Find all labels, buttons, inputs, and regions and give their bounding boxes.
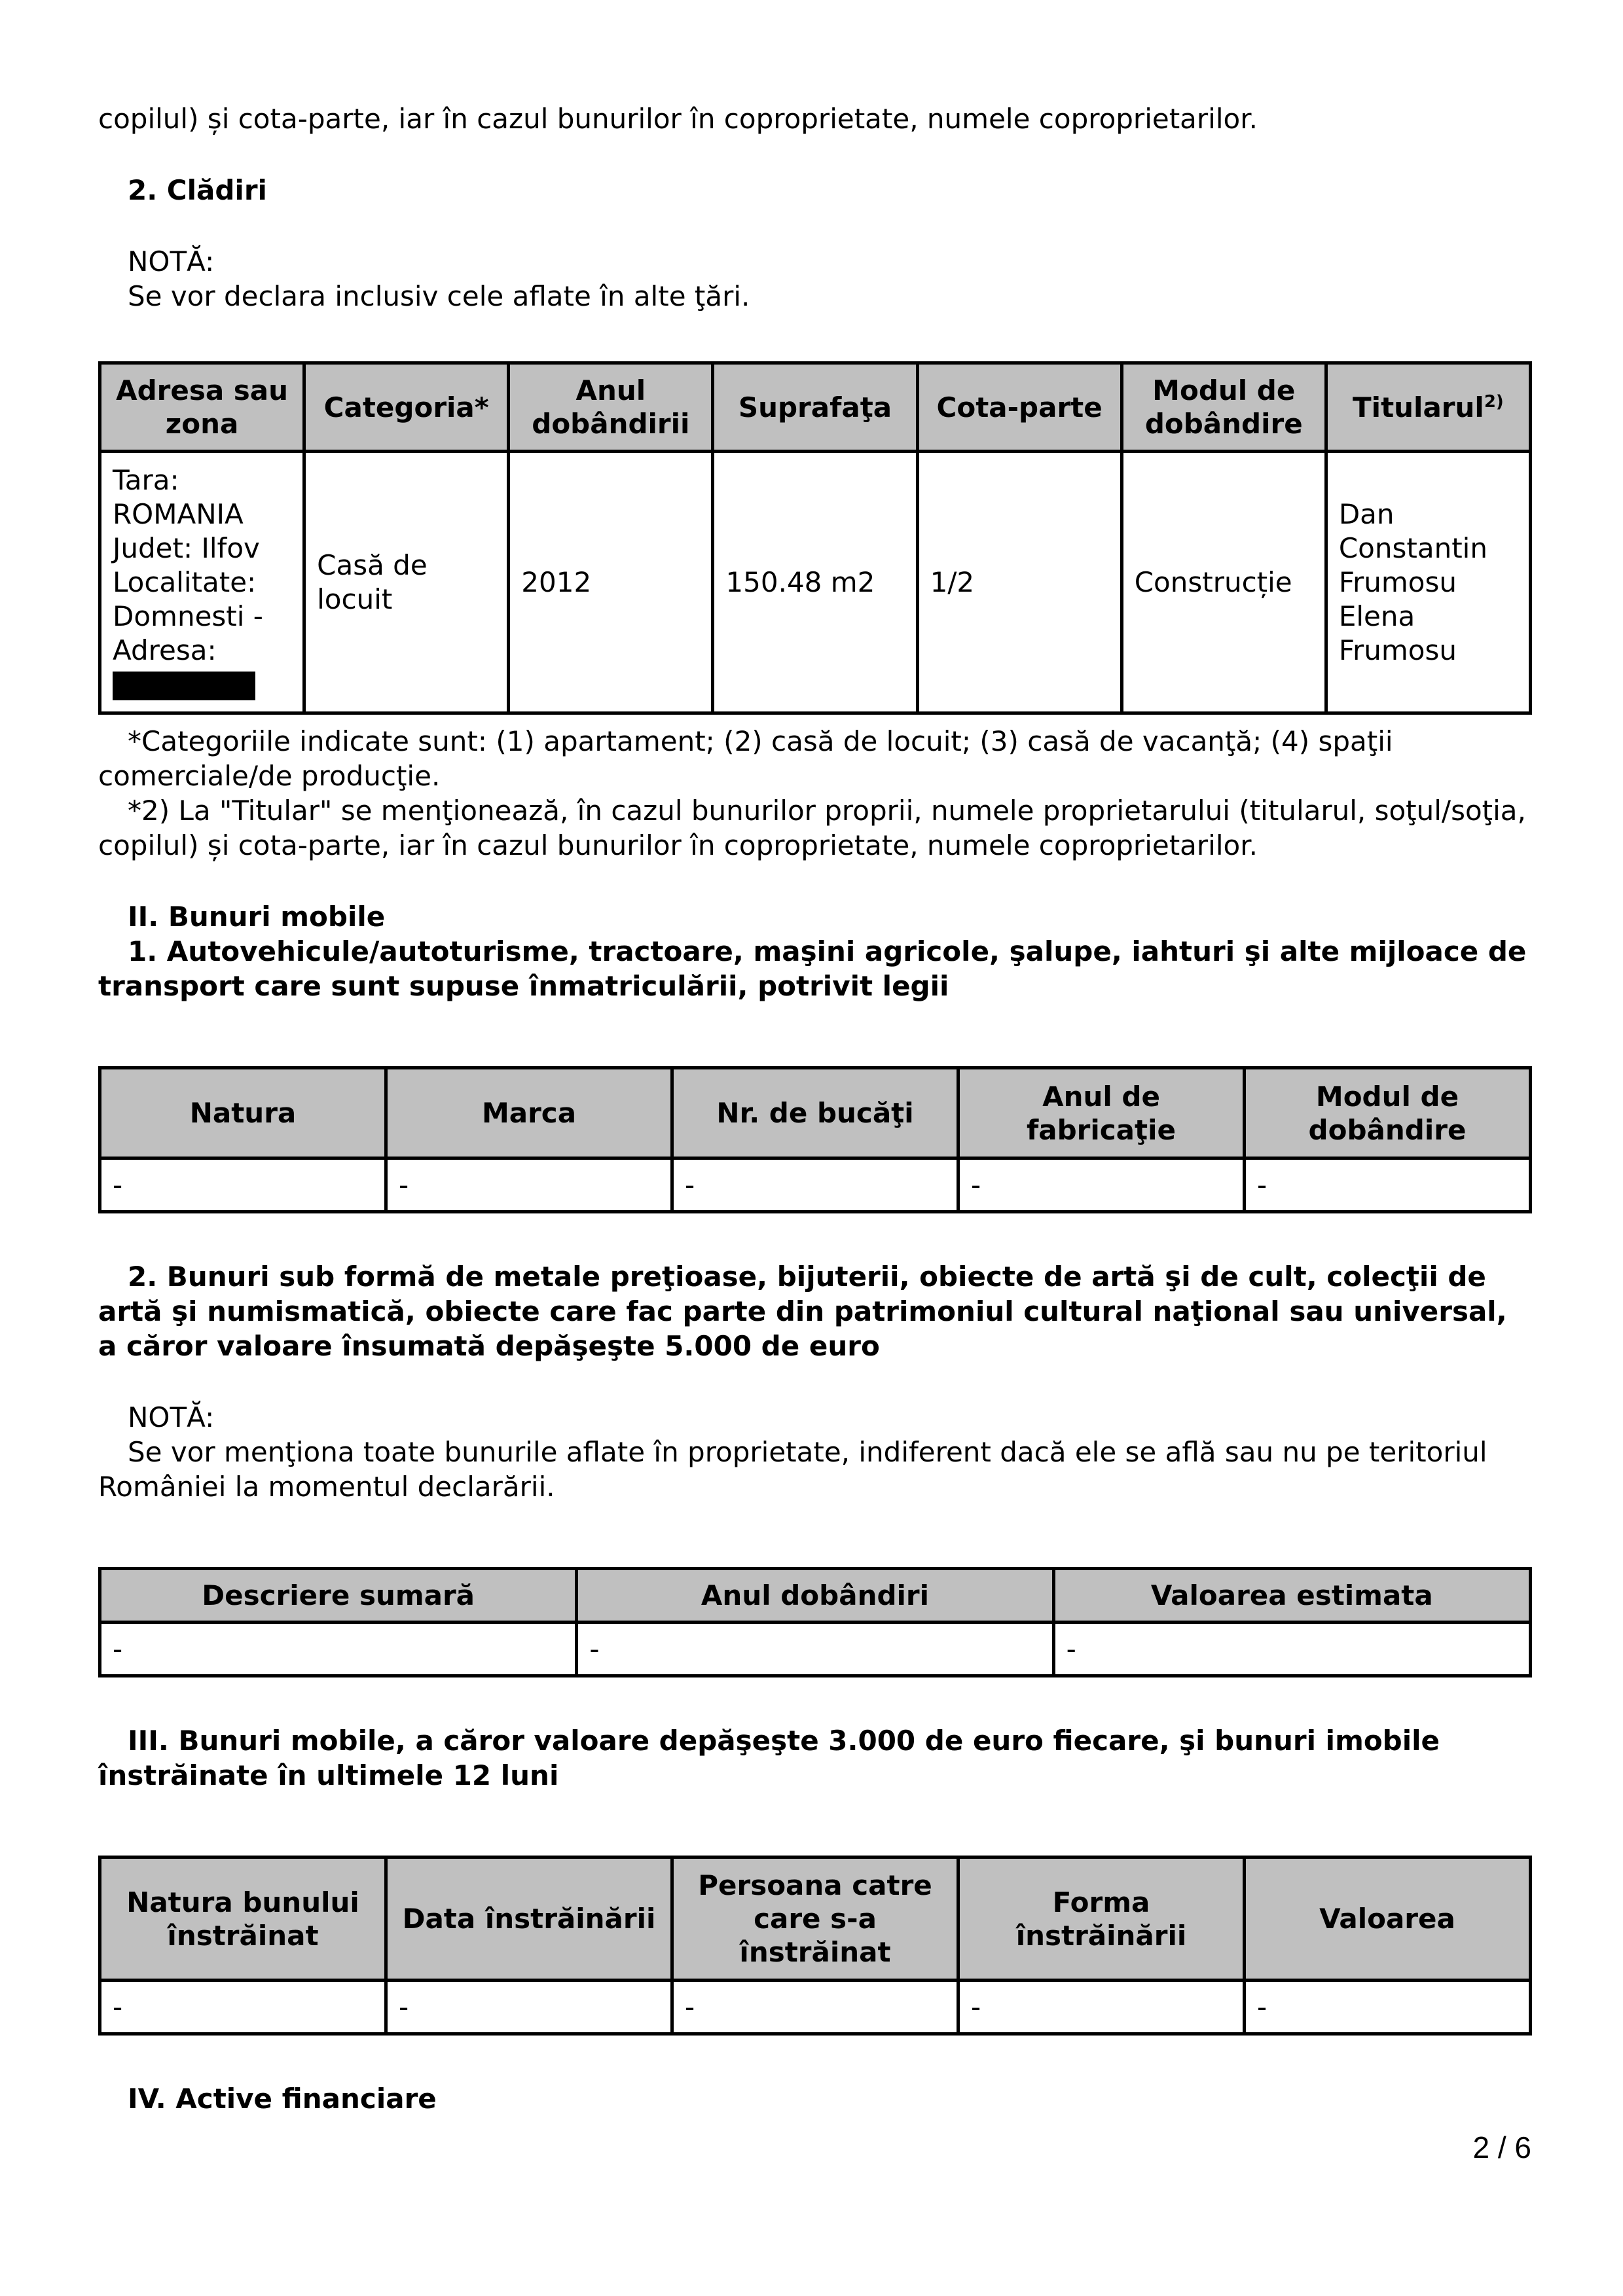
header-descriere: Descriere sumară (100, 1569, 577, 1623)
table-cell: - (386, 1158, 672, 1212)
table-cell: - (958, 1158, 1245, 1212)
cell-modul: Construcție (1122, 452, 1326, 713)
header-natura: Natura (100, 1068, 386, 1158)
note-label: NOTĂ: (128, 245, 215, 278)
bunuri-instrainate-table (98, 1856, 1532, 2036)
table-header-row (100, 1068, 1531, 1158)
table-cell: - (672, 1158, 958, 1212)
header-marca: Marca (386, 1068, 672, 1158)
header-anul-fabricatie: Anul de fabricaţie (958, 1068, 1245, 1158)
note-text: Se vor menţiona toate bunurile aflate în proprietate, indiferent dacă ele se află sau nu pe teritoriul României la momentul declarării. (98, 1436, 1487, 1503)
subsection-title-metale-pretioase: 2. Bunuri sub formă de metale preţioase, bijuterii, obiecte de artă şi de cult, colecţii de artă şi numismatică, obiecte care fac parte din patrimoniul cultural naţional sau universal, a căror valoare însumată depăşeşte 5.000 de euro (98, 1261, 1507, 1362)
cell-categoria: Casă de locuit (304, 452, 509, 713)
table-cell: - (1245, 1158, 1531, 1212)
header-valoarea: Valoarea (1245, 1857, 1531, 1981)
header-anul: Anul dobândirii (509, 363, 713, 452)
table-row (100, 1623, 1531, 1676)
table-row (100, 1981, 1531, 2034)
cell-cota: 1/2 (917, 452, 1122, 713)
header-nr-bucati: Nr. de bucăţi (672, 1068, 958, 1158)
table-cell: - (100, 1981, 386, 2034)
header-titular: Titularul$^{2)}$ (1326, 363, 1530, 452)
autovehicule-table (98, 1066, 1532, 1213)
header-anul-dobandiri: Anul dobândiri (577, 1569, 1053, 1623)
section-title-cladiri: 2. Clădiri (128, 174, 267, 206)
header-categoria: Categoria* (304, 363, 509, 452)
section-title-bunuri-mobile: II. Bunuri mobile (128, 901, 386, 933)
header-data-instrainarii: Data înstrăinării (386, 1857, 672, 1981)
document-page (98, 101, 1532, 2116)
cell-titular: Dan Constantin Frumosu Elena Frumosu (1326, 452, 1530, 713)
section-title-bunuri-instrainate: III. Bunuri mobile, a căror valoare depăşeşte 3.000 de euro fiecare, şi bunuri imobile înstrăinate în ultimele 12 luni (98, 1725, 1440, 1791)
table-row (100, 452, 1531, 713)
table-cell: - (958, 1981, 1245, 2034)
cell-suprafata: 150.48 m2 (713, 452, 917, 713)
table-cell: - (1245, 1981, 1531, 2034)
footnote-marker: 2) (1484, 391, 1504, 412)
metale-pretioase-table (98, 1567, 1532, 1677)
section-title-active-financiare: IV. Active financiare (128, 2083, 437, 2115)
table-row (100, 1158, 1531, 1212)
redacted-address (113, 672, 255, 700)
header-adresa: Adresa sau zona (100, 363, 304, 452)
table-header-row (100, 363, 1531, 452)
cell-adresa: Tara: ROMANIA Judet: Ilfov Localitate: Domnesti - Adresa: (100, 452, 304, 713)
header-valoarea-estimata: Valoarea estimata (1053, 1569, 1530, 1623)
page-number: 2 / 6 (1472, 2130, 1531, 2164)
header-forma-instrainarii: Forma înstrăinării (958, 1857, 1245, 1981)
header-persoana: Persoana catre care s-a înstrăinat (672, 1857, 958, 1981)
header-modul: Modul de dobândire (1122, 363, 1326, 452)
header-modul-dobandire: Modul de dobândire (1245, 1068, 1531, 1158)
table-cell: - (577, 1623, 1053, 1676)
header-suprafata: Suprafaţa (713, 363, 917, 452)
note-label: NOTĂ: (128, 1401, 215, 1433)
note-text: Se vor declara inclusiv cele aflate în alte ţări. (128, 280, 750, 312)
table-cell: - (386, 1981, 672, 2034)
footnote-categorii: *Categoriile indicate sunt: (1) apartament; (2) casă de locuit; (3) casă de vacanţă; (4) spaţii comerciale/de producţie. (98, 725, 1393, 792)
cell-anul: 2012 (509, 452, 713, 713)
table-cell: - (100, 1158, 386, 1212)
header-cota: Cota-parte (917, 363, 1122, 452)
table-cell: - (100, 1623, 577, 1676)
cladiri-table (98, 361, 1532, 715)
header-natura-bunului: Natura bunului înstrăinat (100, 1857, 386, 1981)
subsection-title-autovehicule: 1. Autovehicule/autoturisme, tractoare, maşini agricole, şalupe, iahturi şi alte mijloace de transport care sunt supuse înmatriculării, potrivit legii (98, 935, 1527, 1002)
table-cell: - (672, 1981, 958, 2034)
intro-text: copilul) și cota-parte, iar în cazul bunurilor în coproprietate, numele coproprietarilor. (98, 103, 1258, 135)
footnote-titular: *2) La "Titular" se menţionează, în cazul bunurilor proprii, numele proprietarului (titularul, soţul/soţia, copilul) și cota-parte, iar în cazul bunurilor în coproprietate, numele coproprietarilor. (98, 795, 1526, 861)
table-header-row (100, 1569, 1531, 1623)
table-cell: - (1053, 1623, 1530, 1676)
table-header-row (100, 1857, 1531, 1981)
